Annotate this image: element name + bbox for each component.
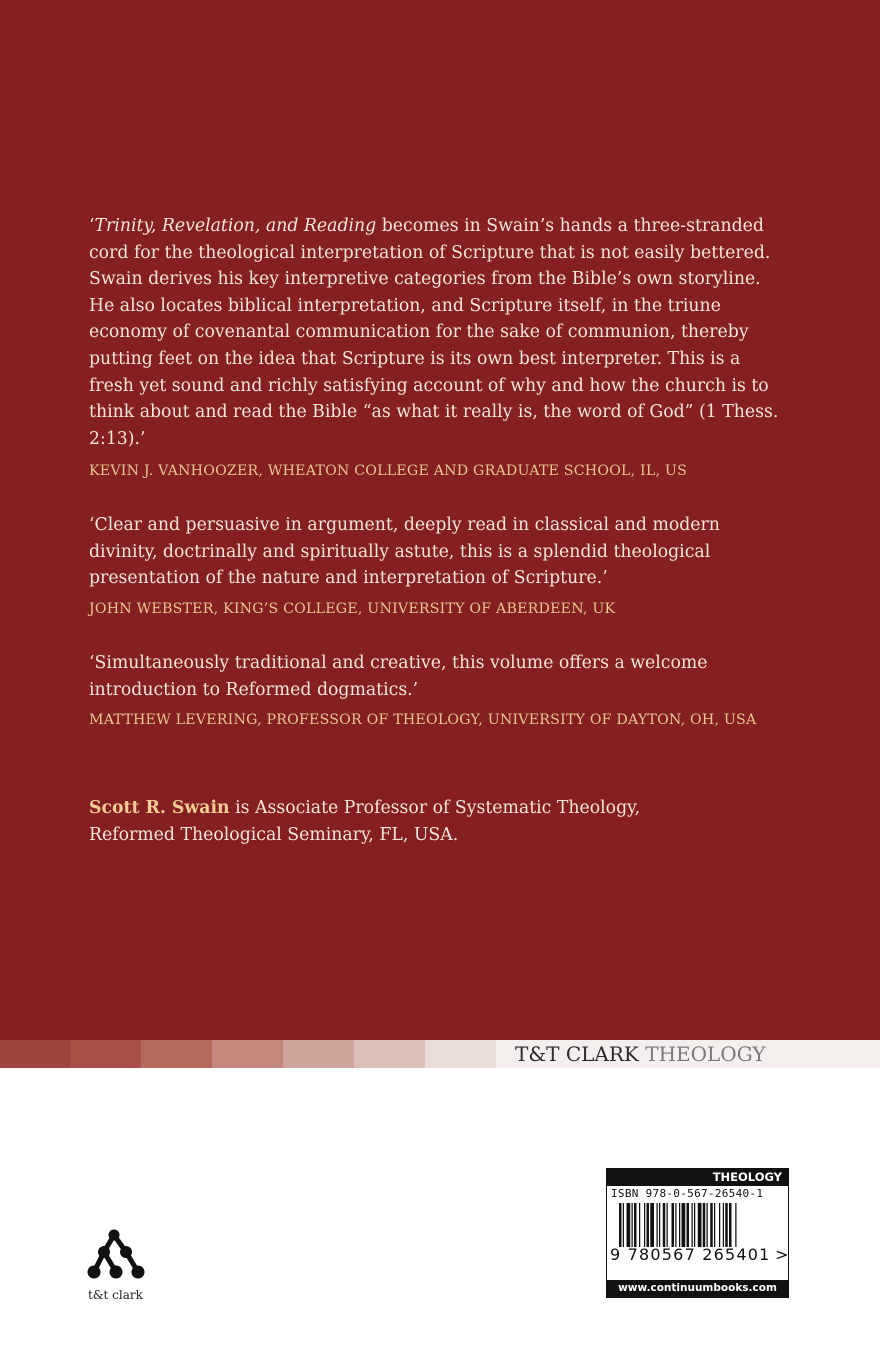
barcode-bar (667, 1203, 668, 1247)
barcode-bar (672, 1203, 675, 1247)
barcode-bar (735, 1203, 736, 1247)
author-name: Scott R. Swain (89, 798, 230, 818)
barcode-bar (650, 1203, 654, 1247)
barcode-bar (657, 1203, 658, 1247)
stripe-segment (283, 1040, 354, 1068)
quote-1-text: becomes in Swain’s hands a three-stranded cord for the theological interpretation of Scripture that is not easily bettered. Swain derives his key interpretive categories from the Bible’s own storyline. He also locates biblical interpretation, and Scripture itself, in the triune economy of covenantal communication for the sake of communion, thereby putting feet on the idea that Scripture is its own best interpreter. This is a fresh yet sound and richly satisfying account of why and how the church is to think about and read the Bible “as what it really is, the word of God” (1 Thess. 2:13).’ (89, 216, 779, 449)
barcode-bar (634, 1203, 637, 1247)
barcode-bar (687, 1203, 690, 1247)
stripe-segment (212, 1040, 283, 1068)
barcode-bar (692, 1203, 693, 1247)
publisher-logo-text: t&t clark (88, 1288, 143, 1302)
isbn-text: ISBN 978-0-567-26540-1 (611, 1187, 764, 1200)
barcode-number: 9 780567 265401 (610, 1245, 771, 1264)
barcode-bar (679, 1203, 680, 1247)
stripe-segment (70, 1040, 141, 1068)
barcode-bar (725, 1203, 728, 1247)
barcode-bar (675, 1203, 676, 1247)
publisher-website: www.continuumbooks.com (607, 1280, 788, 1297)
quote-open-mark: ‘ (89, 216, 95, 236)
stripe-segment (354, 1040, 425, 1068)
barcode-bar (707, 1203, 708, 1247)
barcode-bar (698, 1203, 702, 1247)
barcode-bar (647, 1203, 650, 1247)
stripe-segment (141, 1040, 212, 1068)
barcode-bar (703, 1203, 706, 1247)
endorsement-attribution-3: MATTHEW LEVERING, PROFESSOR OF THEOLOGY, UNIVERSITY OF DAYTON, OH, USA (89, 712, 757, 728)
stripe-segment (425, 1040, 496, 1068)
barcode-bars-icon (619, 1203, 771, 1247)
barcode-bar (627, 1203, 631, 1247)
book-title-italic: Trinity, Revelation, and Reading (94, 216, 377, 236)
barcode-bar (663, 1203, 666, 1247)
author-bio-text: is Associate Professor of Systematic Theology, Reformed Theological Seminary, FL, USA. (89, 798, 641, 845)
series-imprint (515, 1040, 766, 1068)
endorsement-attribution-2: JOHN WEBSTER, KING’S COLLEGE, UNIVERSITY OF ABERDEEN, UK (89, 601, 616, 617)
endorsement-attribution-1: KEVIN J. VANHOOZER, WHEATON COLLEGE AND GRADUATE SCHOOL, IL, US (89, 463, 687, 479)
barcode-bar (632, 1203, 633, 1247)
endorsement-quote-2: ‘Clear and persuasive in argument, deeply read in classical and modern divinity, doctrinally and spiritually astute, this is a splendid theological presentation of the nature and interpretation of Scripture.’ (89, 515, 720, 589)
series-name: THEOLOGY (645, 1042, 766, 1066)
barcode-bar (714, 1203, 715, 1247)
endorsement-quote-3: ‘Simultaneously traditional and creative, this volume offers a welcome introduction to Reformed dogmatics.’ (89, 653, 708, 700)
barcode-bar (723, 1203, 724, 1247)
barcode-bar (644, 1203, 645, 1247)
barcode-bar (719, 1203, 720, 1247)
barcode-arrow: > (775, 1245, 789, 1264)
barcode-bar (694, 1203, 695, 1247)
barcode-bar (619, 1203, 622, 1247)
endorsement-quote-1 (89, 213, 789, 452)
barcode-bar (710, 1203, 713, 1247)
series-brand: T&T CLARK (515, 1042, 639, 1066)
stripe-segment (0, 1040, 70, 1068)
barcode-category: THEOLOGY (607, 1169, 788, 1186)
barcode-bar (729, 1203, 732, 1247)
barcode-bar (623, 1203, 624, 1247)
author-bio (89, 795, 709, 848)
barcode-bar (639, 1203, 640, 1247)
barcode-bar (682, 1203, 686, 1247)
publisher-logo-icon (86, 1228, 150, 1288)
barcode-bar (659, 1203, 660, 1247)
barcode-block (606, 1168, 789, 1298)
